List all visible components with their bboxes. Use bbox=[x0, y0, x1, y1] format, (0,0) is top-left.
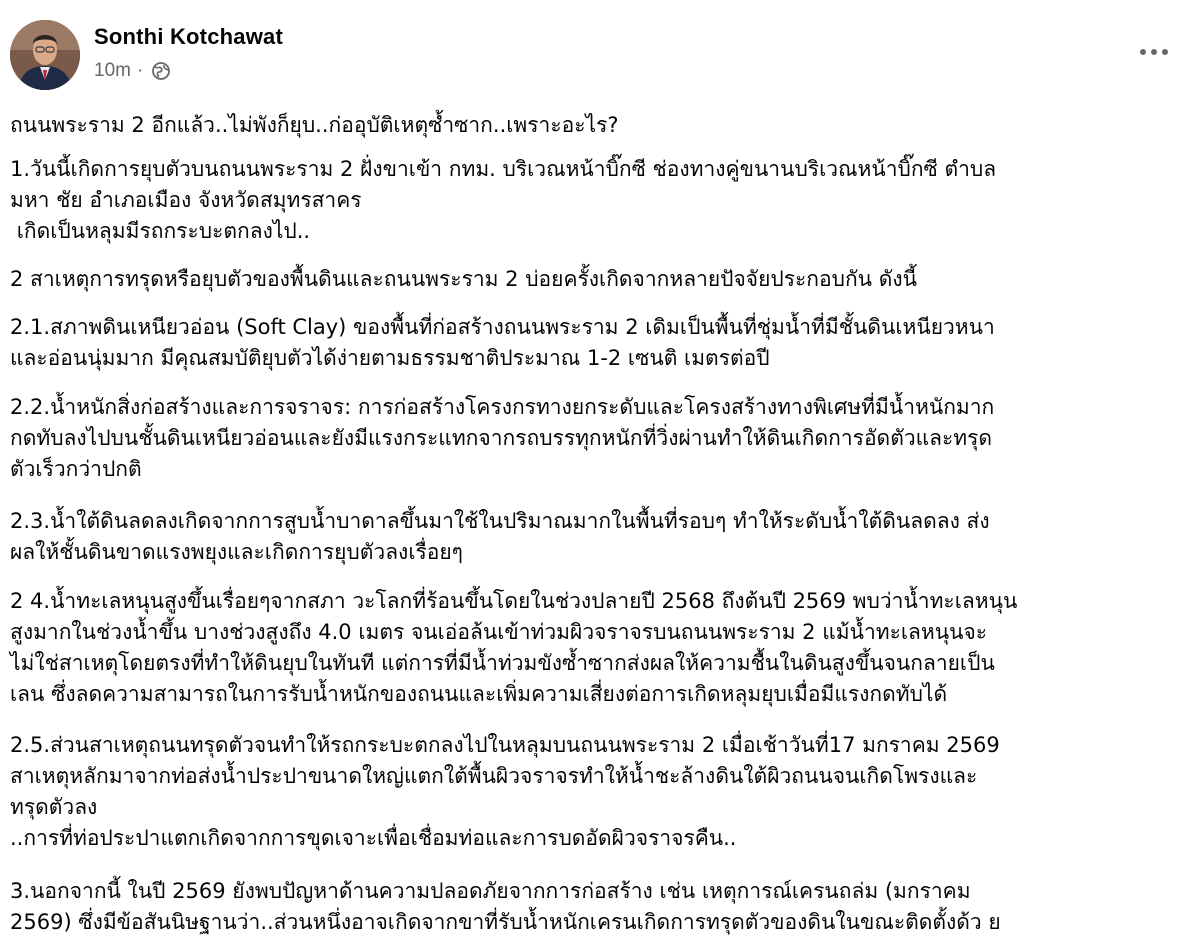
paragraph-2-3: 2.3.น้ำใต้ดินลดลงเกิดจากการสูบน้ำบาดาลขึ้นมาใช้ในปริมาณมากในพื้นที่รอบๆ ทำให้ระดับน้ำใต้ดินลดลง ส่ง ผลให้ชั้นดินขาดแรงพยุงและเกิดการยุบตัวลงเรื่อยๆ bbox=[10, 509, 990, 564]
post-meta bbox=[94, 60, 171, 82]
paragraph-3: 3.นอกจากนี้ ในปี 2569 ยังพบปัญหาด้านความปลอดภัยจากการก่อสร้าง เช่น เหตุการณ์เครนถล่ม (มกราคม 2569) ซึ่งมีข้อสันนิษฐานว่า..ส่วนหนึ่งอาจเกิดจากขาที่รับน้ำหนักเครนเกิดการทรุดตัวของดินในขณะติดตั้งด้ว ย bbox=[10, 879, 1001, 934]
more-options-icon-dot bbox=[1151, 49, 1157, 55]
paragraph-2-1: 2.1.สภาพดินเหนียวอ่อน (Soft Clay) ของพื้นที่ก่อสร้างถนนพระราม 2 เดิมเป็นพื้นที่ชุ่มน้ำที่มีชั้นดินเหนียวหนา และอ่อนนุ่มมาก มีคุณสมบัติยุบตัวได้ง่ายตามธรรมชาติประมาณ 1-2 เซนติ เมตรต่อปี bbox=[10, 315, 995, 370]
meta-separator: · bbox=[136, 60, 144, 81]
more-options-icon-dot bbox=[1162, 49, 1168, 55]
post-title: ถนนพระราม 2 อีกแล้ว..ไม่พังก็ยุบ..ก่ออุบัติเหตุซ้ำซาก..เพราะอะไร? bbox=[10, 113, 619, 137]
post-header bbox=[0, 0, 1200, 100]
more-options-button[interactable] bbox=[1130, 34, 1178, 70]
author-name[interactable]: Sonthi Kotchawat bbox=[94, 24, 283, 49]
more-options-icon-dot bbox=[1140, 49, 1146, 55]
paragraph-2-2: 2.2.น้ำหนักสิ่งก่อสร้างและการจราจร: การก่อสร้างโครงกรทางยกระดับและโครงสร้างทางพิเศษที่มีน้ำหนักมาก กดทับลงไปบนชั้นดินเหนียวอ่อนและยังมีแรงกระแทกจากรถบรรทุกหนักที่วิ่งผ่านทำให้ดินเกิดการอัดตัวและทรุด ตัวเร็วกว่าปกติ bbox=[10, 395, 995, 481]
paragraph-2-4: 2 4.น้ำทะเลหนุนสูงขึ้นเรื่อยๆจากสภา วะโลกที่ร้อนขึ้นโดยในช่วงปลายปี 2568 ถึงต้นปี 2569 พบว่าน้ำทะเลหนุน สูงมากในช่วงน้ำขึ้น บางช่วงสูงถึง 4.0 เมตร จนเอ่อล้นเข้าท่วมผิวจราจรบนถนนพระราม 2 แม้น้ำทะเลหนุนจะ ไม่ใช่สาเหตุโดยตรงที่ทำให้ดินยุบในทันที แต่การที่มีน้ำท่วมขังซ้ำซากส่งผลให้ความชื้นในดินสูงขึ้นจนกลายเป็น เลน ซึ่งลดความสามารถในการรับน้ำหนักของถนนและเพิ่มความเสี่ยงต่อการเกิดหลุมยุบเมื่อมีแรงกดทับได้ bbox=[10, 589, 1018, 706]
paragraph-1: 1.วันนี้เกิดการยุบตัวบนถนนพระราม 2 ฝั่งขาเข้า กทม. บริเวณหน้าบิ๊กซี ช่องทางคู่ขนานบริเวณหน้าบิ๊กซี ตำบล มหา ชัย อำเภอเมือง จังหวัดสมุทรสาคร เกิดเป็นหลุมมีรถกระบะตกลงไป.. bbox=[10, 157, 997, 243]
post-timestamp[interactable]: 10m bbox=[94, 60, 131, 81]
author-avatar[interactable] bbox=[10, 20, 80, 90]
paragraph-2-5: 2.5.ส่วนสาเหตุถนนทรุดตัวจนทำให้รถกระบะตกลงไปในหลุมบนถนนพระราม 2 เมื่อเช้าวันที่17 มกราคม 2569 สาเหตุหลักมาจากท่อส่งน้ำประปาขนาดใหญ่แตกใต้พื้นผิวจราจรทำให้น้ำชะล้างดินใต้ผิวถนนจนเกิดโพรงและ ทรุดตัวลง ..การที่ท่อประปาแตกเกิดจากการขุดเจาะเพื่อเชื่อมท่อและการบดอัดผิวจราจรคืน.. bbox=[10, 733, 1000, 850]
globe-icon[interactable] bbox=[151, 61, 171, 81]
paragraph-2: 2 สาเหตุการทรุดหรือยุบตัวของพื้นดินและถนนพระราม 2 บ่อยครั้งเกิดจากหลายปัจจัยประกอบกัน ดังนี้ bbox=[10, 267, 917, 291]
